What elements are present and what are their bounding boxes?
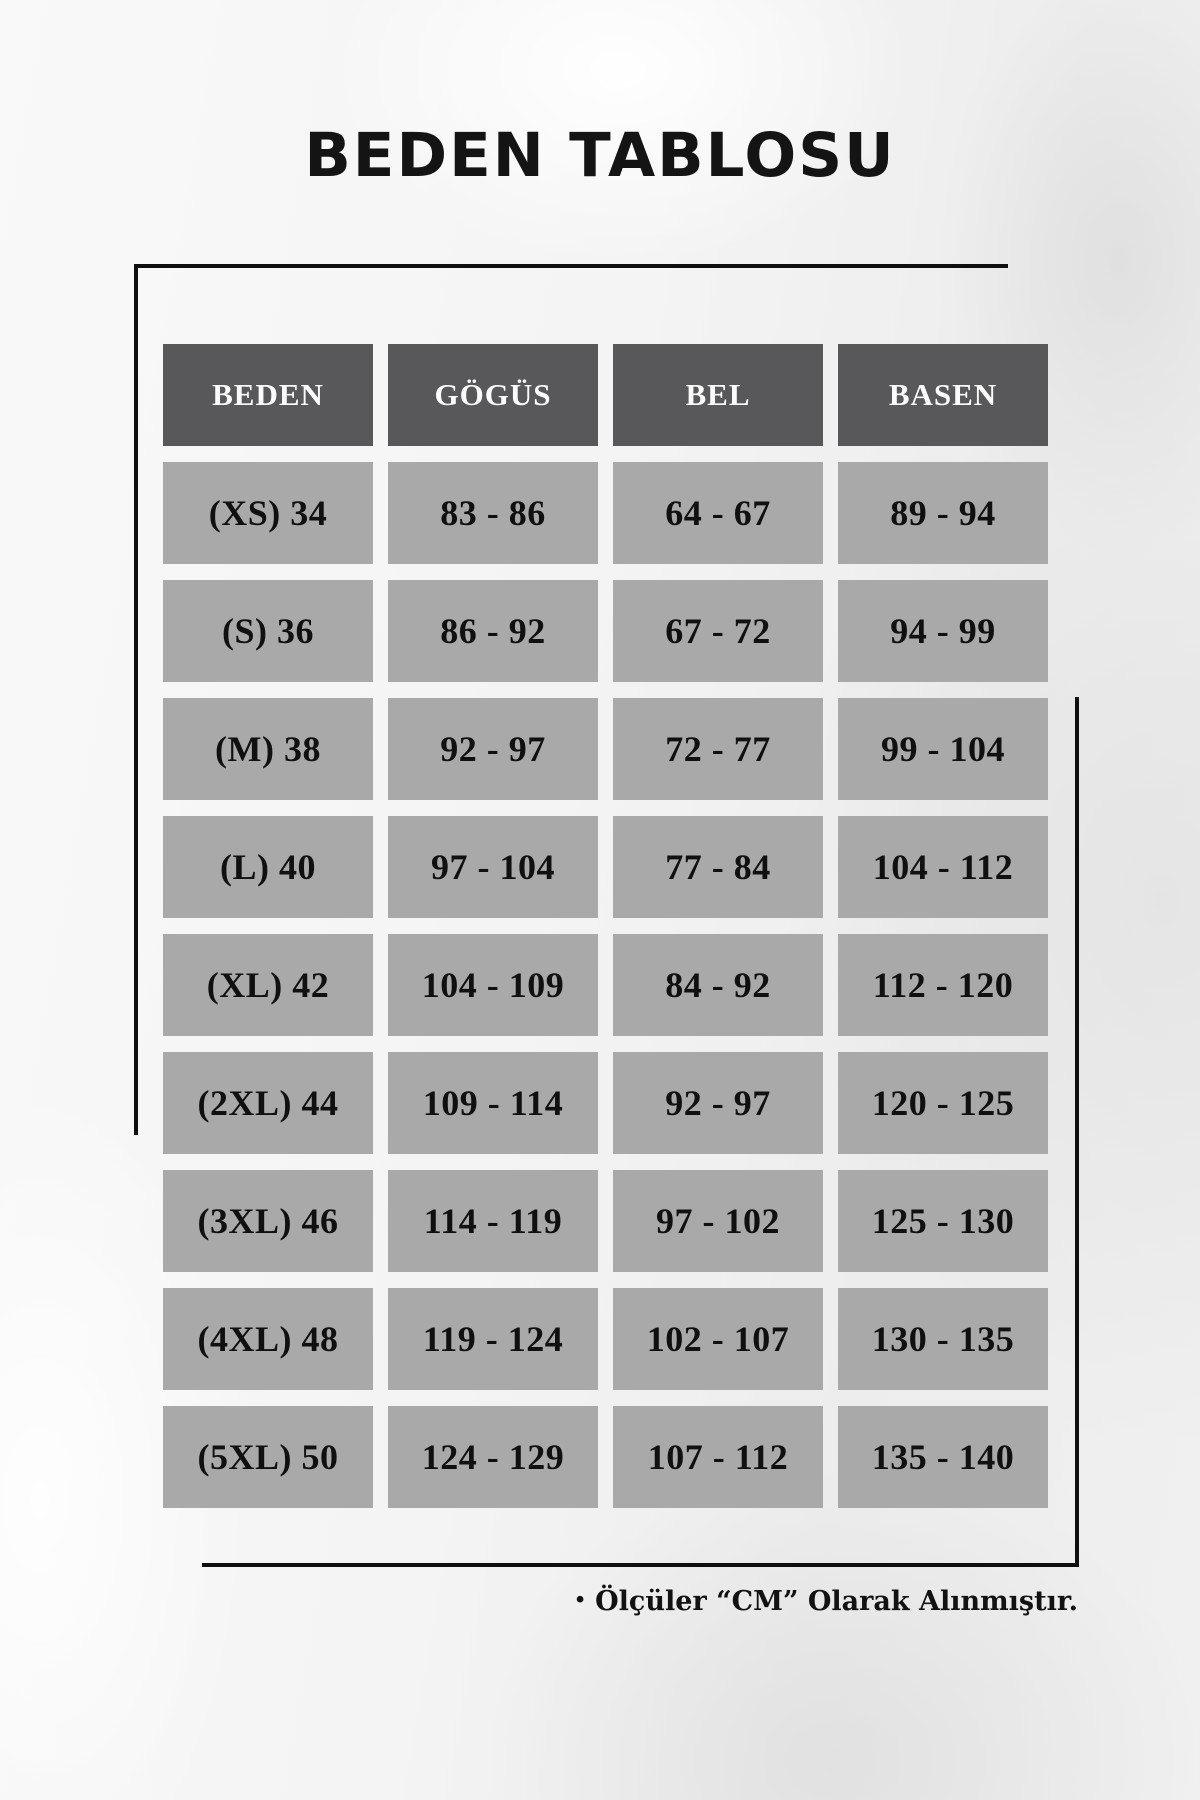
column-header-gogus: GÖGÜS [388, 344, 598, 446]
gogus-cell: 83 - 86 [388, 462, 598, 564]
bullet-icon: • [574, 1589, 587, 1611]
bel-cell: 92 - 97 [613, 1052, 823, 1154]
gogus-cell: 104 - 109 [388, 934, 598, 1036]
basen-cell: 89 - 94 [838, 462, 1048, 564]
size-table [163, 344, 1048, 1508]
column-header-basen: BASEN [838, 344, 1048, 446]
basen-cell: 112 - 120 [838, 934, 1048, 1036]
measurement-note-text: Ölçüler “CM” Olarak Alınmıştır. [595, 1586, 1078, 1617]
bel-cell: 77 - 84 [613, 816, 823, 918]
gogus-cell: 114 - 119 [388, 1170, 598, 1272]
basen-cell: 94 - 99 [838, 580, 1048, 682]
measurement-note [574, 1586, 1078, 1617]
page-title: BEDEN TABLOSU [304, 120, 896, 191]
gogus-cell: 119 - 124 [388, 1288, 598, 1390]
bel-cell: 84 - 92 [613, 934, 823, 1036]
size-cell: (4XL) 48 [163, 1288, 373, 1390]
size-cell: (M) 38 [163, 698, 373, 800]
basen-cell: 104 - 112 [838, 816, 1048, 918]
bel-cell: 102 - 107 [613, 1288, 823, 1390]
column-header-beden: BEDEN [163, 344, 373, 446]
size-cell: (2XL) 44 [163, 1052, 373, 1154]
size-cell: (XS) 34 [163, 462, 373, 564]
size-cell: (L) 40 [163, 816, 373, 918]
basen-cell: 125 - 130 [838, 1170, 1048, 1272]
column-header-bel: BEL [613, 344, 823, 446]
size-cell: (3XL) 46 [163, 1170, 373, 1272]
gogus-cell: 124 - 129 [388, 1406, 598, 1508]
size-cell: (5XL) 50 [163, 1406, 373, 1508]
basen-cell: 135 - 140 [838, 1406, 1048, 1508]
bel-cell: 107 - 112 [613, 1406, 823, 1508]
gogus-cell: 97 - 104 [388, 816, 598, 918]
gogus-cell: 86 - 92 [388, 580, 598, 682]
basen-cell: 130 - 135 [838, 1288, 1048, 1390]
size-cell: (XL) 42 [163, 934, 373, 1036]
basen-cell: 99 - 104 [838, 698, 1048, 800]
bel-cell: 67 - 72 [613, 580, 823, 682]
bel-cell: 97 - 102 [613, 1170, 823, 1272]
gogus-cell: 109 - 114 [388, 1052, 598, 1154]
bel-cell: 72 - 77 [613, 698, 823, 800]
basen-cell: 120 - 125 [838, 1052, 1048, 1154]
gogus-cell: 92 - 97 [388, 698, 598, 800]
size-cell: (S) 36 [163, 580, 373, 682]
bel-cell: 64 - 67 [613, 462, 823, 564]
